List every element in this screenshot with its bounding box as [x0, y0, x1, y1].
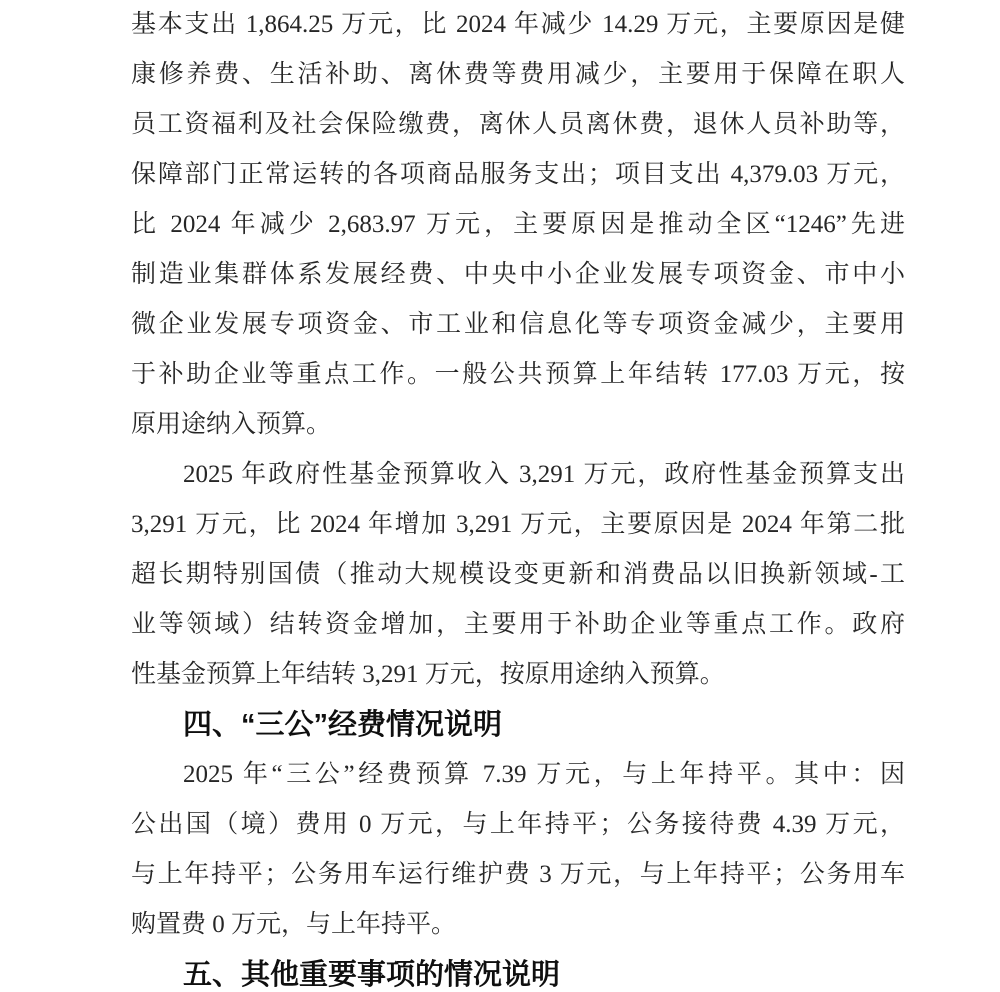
text-line: 性基金预算上年结转 3,291 万元，按原用途纳入预算。 — [131, 661, 725, 688]
text-line: 比 2024 年减少 2,683.97 万元，主要原因是推动全区“1246”先进 — [131, 211, 905, 238]
text-line: 基本支出 1,864.25 万元，比 2024 年减少 14.29 万元，主要原因是健 — [131, 11, 905, 38]
text-line: 员工资福利及社会保险缴费，离休人员离休费，退休人员补助等， — [131, 111, 905, 138]
text-line: 康修养费、生活补助、离休费等费用减少，主要用于保障在职人 — [131, 61, 905, 88]
text-line: 保障部门正常运转的各项商品服务支出；项目支出 4,379.03 万元， — [131, 161, 905, 188]
section-heading-five: 五、其他重要事项的情况说明 — [183, 959, 561, 991]
section-heading-four: 四、“三公”经费情况说明 — [183, 709, 503, 741]
text-line: 2025 年“三公”经费预算 7.39 万元，与上年持平。其中：因 — [183, 761, 905, 788]
text-line: 业等领域）结转资金增加，主要用于补助企业等重点工作。政府 — [131, 611, 905, 638]
text-line: 与上年持平；公务用车运行维护费 3 万元，与上年持平；公务用车 — [131, 861, 905, 888]
text-line: 3,291 万元，比 2024 年增加 3,291 万元，主要原因是 2024 年第二批 — [131, 511, 905, 538]
text-line: 制造业集群体系发展经费、中央中小企业发展专项资金、市中小 — [131, 261, 905, 288]
text-line: 2025 年政府性基金预算收入 3,291 万元，政府性基金预算支出 — [183, 461, 905, 488]
text-line: 公出国（境）费用 0 万元，与上年持平；公务接待费 4.39 万元， — [131, 811, 905, 838]
text-line: 原用途纳入预算。 — [131, 411, 332, 438]
text-column — [131, 0, 905, 992]
text-line: 购置费 0 万元，与上年持平。 — [131, 911, 457, 938]
text-line: 超长期特别国债（推动大规模设变更新和消费品以旧换新领域-工 — [131, 561, 905, 588]
text-line: 微企业发展专项资金、市工业和信息化等专项资金减少，主要用 — [131, 311, 905, 338]
text-line: 于补助企业等重点工作。一般公共预算上年结转 177.03 万元，按 — [131, 361, 905, 388]
